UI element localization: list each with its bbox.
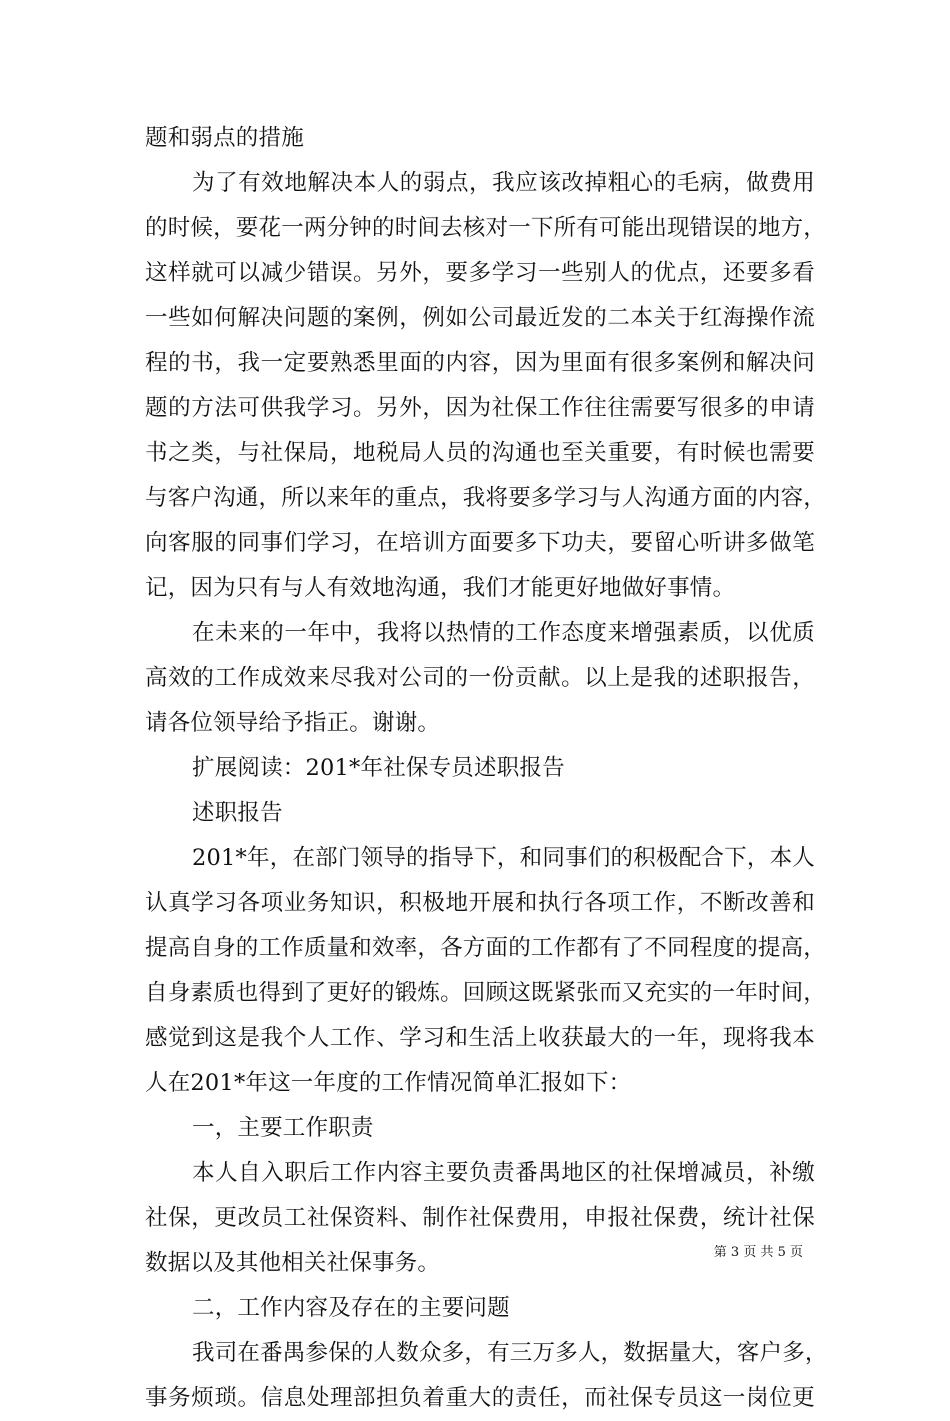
text-line: 一，主要工作职责 bbox=[192, 1115, 374, 1141]
text-line: 在未来的一年中，我将以热情的工作态度来增强素质，以优质 bbox=[192, 620, 815, 646]
text-line: 我司在番禺参保的人数众多，有三万多人，数据量大，客户多， bbox=[192, 1340, 828, 1366]
text-line: 向客服的同事们学习，在培训方面要多下功夫，要留心听讲多做笔 bbox=[145, 530, 815, 556]
text-line: 这样就可以减少错误。另外，要多学习一些别人的优点，还要多看 bbox=[145, 260, 815, 286]
text-line: 201*年，在部门领导的指导下，和同事们的积极配合下，本人 bbox=[192, 845, 815, 871]
text-line: 的时候，要花一两分钟的时间去核对一下所有可能出现错误的地方， bbox=[145, 215, 827, 241]
text-line: 本人自入职后工作内容主要负责番禺地区的社保增减员，补缴 bbox=[192, 1160, 815, 1186]
text-line: 扩展阅读：201*年社保专员述职报告 bbox=[192, 755, 565, 781]
text-line: 程的书，我一定要熟悉里面的内容，因为里面有很多案例和解决问 bbox=[145, 350, 815, 376]
text-line: 高效的工作成效来尽我对公司的一份贡献。以上是我的述职报告， bbox=[145, 665, 815, 691]
page-footer: 第 3 页 共 5 页 bbox=[713, 1245, 803, 1260]
text-line: 社保，更改员工社保资料、制作社保费用，申报社保费，统计社保 bbox=[145, 1205, 815, 1231]
text-line: 为了有效地解决本人的弱点，我应该改掉粗心的毛病，做费用 bbox=[192, 170, 815, 196]
document-body bbox=[145, 116, 828, 1421]
text-line: 书之类，与社保局，地税局人员的沟通也至关重要，有时候也需要 bbox=[145, 440, 815, 466]
text-line: 题的方法可供我学习。另外，因为社保工作往往需要写很多的申请 bbox=[145, 395, 815, 421]
text-line: 题和弱点的措施 bbox=[145, 125, 304, 151]
text-line: 请各位领导给予指正。谢谢。 bbox=[145, 710, 441, 736]
text-line: 与客户沟通，所以来年的重点，我将要多学习与人沟通方面的内容， bbox=[145, 485, 827, 511]
text-line: 事务烦琐。信息处理部担负着重大的责任，而社保专员这一岗位更 bbox=[145, 1385, 815, 1411]
text-line: 数据以及其他相关社保事务。 bbox=[145, 1250, 441, 1276]
text-line: 认真学习各项业务知识，积极地开展和执行各项工作，不断改善和 bbox=[145, 890, 815, 916]
text-line: 述职报告 bbox=[192, 800, 283, 826]
text-line: 二，工作内容及存在的主要问题 bbox=[192, 1295, 510, 1321]
text-line: 自身素质也得到了更好的锻炼。回顾这既紧张而又充实的一年时间， bbox=[145, 980, 827, 1006]
text-line: 记，因为只有与人有效地沟通，我们才能更好地做好事情。 bbox=[145, 575, 736, 601]
text-line: 人在201*年这一年度的工作情况简单汇报如下： bbox=[145, 1070, 632, 1096]
text-line: 感觉到这是我个人工作、学习和生活上收获最大的一年，现将我本 bbox=[145, 1025, 815, 1051]
text-line: 一些如何解决问题的案例，例如公司最近发的二本关于红海操作流 bbox=[145, 305, 815, 331]
text-line: 提高自身的工作质量和效率，各方面的工作都有了不同程度的提高， bbox=[145, 935, 827, 961]
